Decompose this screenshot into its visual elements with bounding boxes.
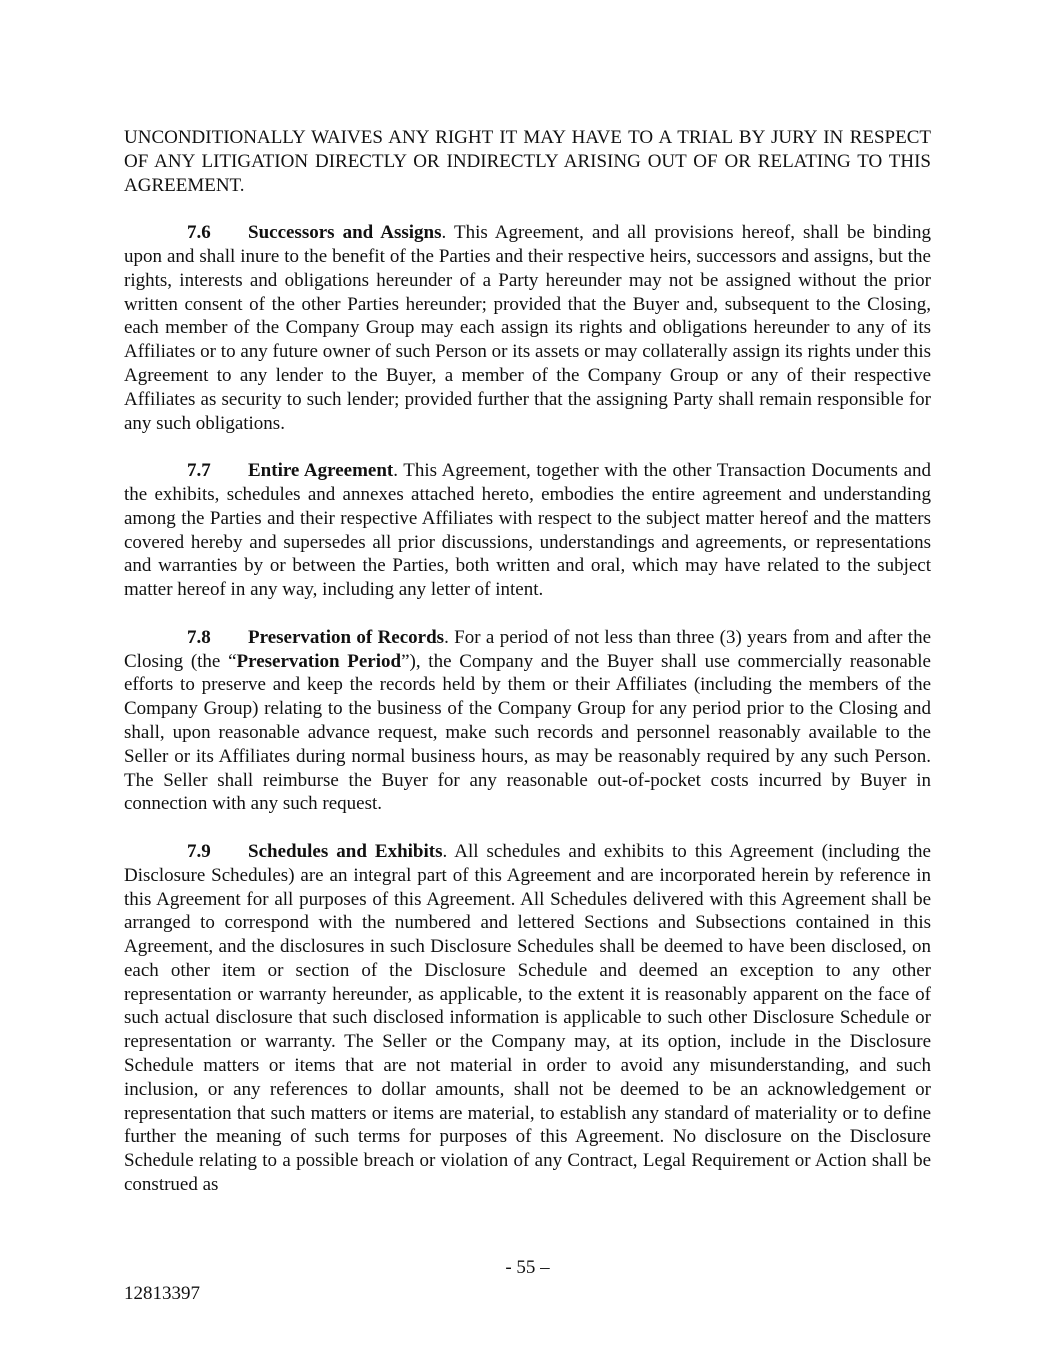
- page-number: - 55 –: [505, 1257, 550, 1278]
- defined-term: Preservation Period: [236, 650, 402, 672]
- section-title: Schedules and Exhibits: [248, 840, 443, 862]
- section-text: . This Agreement, together with the other Transaction Documents and the exhibits, schedules and annexes attached hereto, embodies the entire agreement and understanding among the Parties and their respective Affiliates with respect to the subject matter hereof and the matters covered hereby and supersedes all prior discussions, understandings and agreements, or representations and warranties by or between the Parties, both written and oral, which may have related to the subject matter hereof in any way, including any letter of intent.: [124, 460, 931, 601]
- section-title: Entire Agreement: [248, 460, 394, 482]
- section-text: . All schedules and exhibits to this Agreement (including the Disclosure Schedules) are an integral part of this Agreement and are incorporated herein by reference in this Agreement for all purposes of this Agreement. All Schedules delivered with this Agreement shall be arranged to correspond with the numbered and lettered Sections and Subsections contained in this Agreement, and the disclosures in such Disclosure Schedules shall be deemed to have been disclosed, on each other item or section of the Disclosure Schedule and deemed an exception to any other representation or warranty hereunder, as applicable, to the extent it is reasonably apparent on the face of such actual disclosure that such disclosed information is applicable to such other Disclosure Schedule or representation or warranty. The Seller or the Company may, at its option, include in the Disclosure Schedule matters or items that are not material in order to avoid any misunderstanding, and such inclusion, or any references to dollar amounts, shall not be deemed to be an acknowledgement or representation that such matters or items are material, to establish any standard of materiality or to define further the meaning of such terms for purposes of this Agreement. No disclosure on the Disclosure Schedule relating to a possible breach or violation of any Contract, Legal Requirement or Action shall be construed as: [124, 840, 931, 1196]
- section-title: Successors and Assigns: [248, 222, 442, 244]
- section-text-continued: ”), the Company and the Buyer shall use commercially reasonable efforts to preserve and keep the records held by them or their Affiliates (including the members of the Company Group) relating to the business of the Company Group for any period prior to the Closing and shall, upon reasonable advance request, make such records and personnel reasonably available to the Seller or its Affiliates during normal business hours, as may be reasonably required by any such Person. The Seller shall reimburse the Buyer for any reasonable out-of-pocket costs incurred by Buyer in connection with any such request.: [124, 650, 931, 815]
- section-7-8: [124, 626, 931, 816]
- section-7-9: [124, 840, 931, 1197]
- intro-paragraph: UNCONDITIONALLY WAIVES ANY RIGHT IT MAY HAVE TO A TRIAL BY JURY IN RESPECT OF ANY LITIGATION DIRECTLY OR INDIRECTLY ARISING OUT OF OR RELATING TO THIS AGREEMENT.: [124, 127, 931, 196]
- section-number: 7.7: [187, 460, 211, 482]
- document-id: 12813397: [124, 1283, 200, 1304]
- section-7-7: [124, 459, 931, 602]
- section-number: 7.6: [187, 222, 211, 244]
- section-7-6: [124, 221, 931, 435]
- section-text: . For a period of not less than three (3) years from and after the Closing (the “: [124, 626, 931, 672]
- section-number: 7.8: [187, 626, 211, 648]
- document-body: [124, 126, 931, 1221]
- section-title: Preservation of Records: [248, 626, 445, 648]
- section-text: . This Agreement, and all provisions hereof, shall be binding upon and shall inure to the benefit of the Parties and their respective heirs, successors and assigns, but the rights, interests and obligations hereunder of a Party hereunder may not be assigned without the prior written consent of the other Parties hereunder; provided that the Buyer and, subsequent to the Closing, each member of the Company Group may each assign its rights and obligations hereunder to any of its Affiliates or to any future owner of such Person or its assets or may collaterally assign its rights under this Agreement to any lender to the Buyer, a member of the Company Group or any of their respective Affiliates as security to such lender; provided further that the assigning Party shall remain responsible for any such obligations.: [124, 222, 931, 434]
- section-number: 7.9: [187, 840, 211, 862]
